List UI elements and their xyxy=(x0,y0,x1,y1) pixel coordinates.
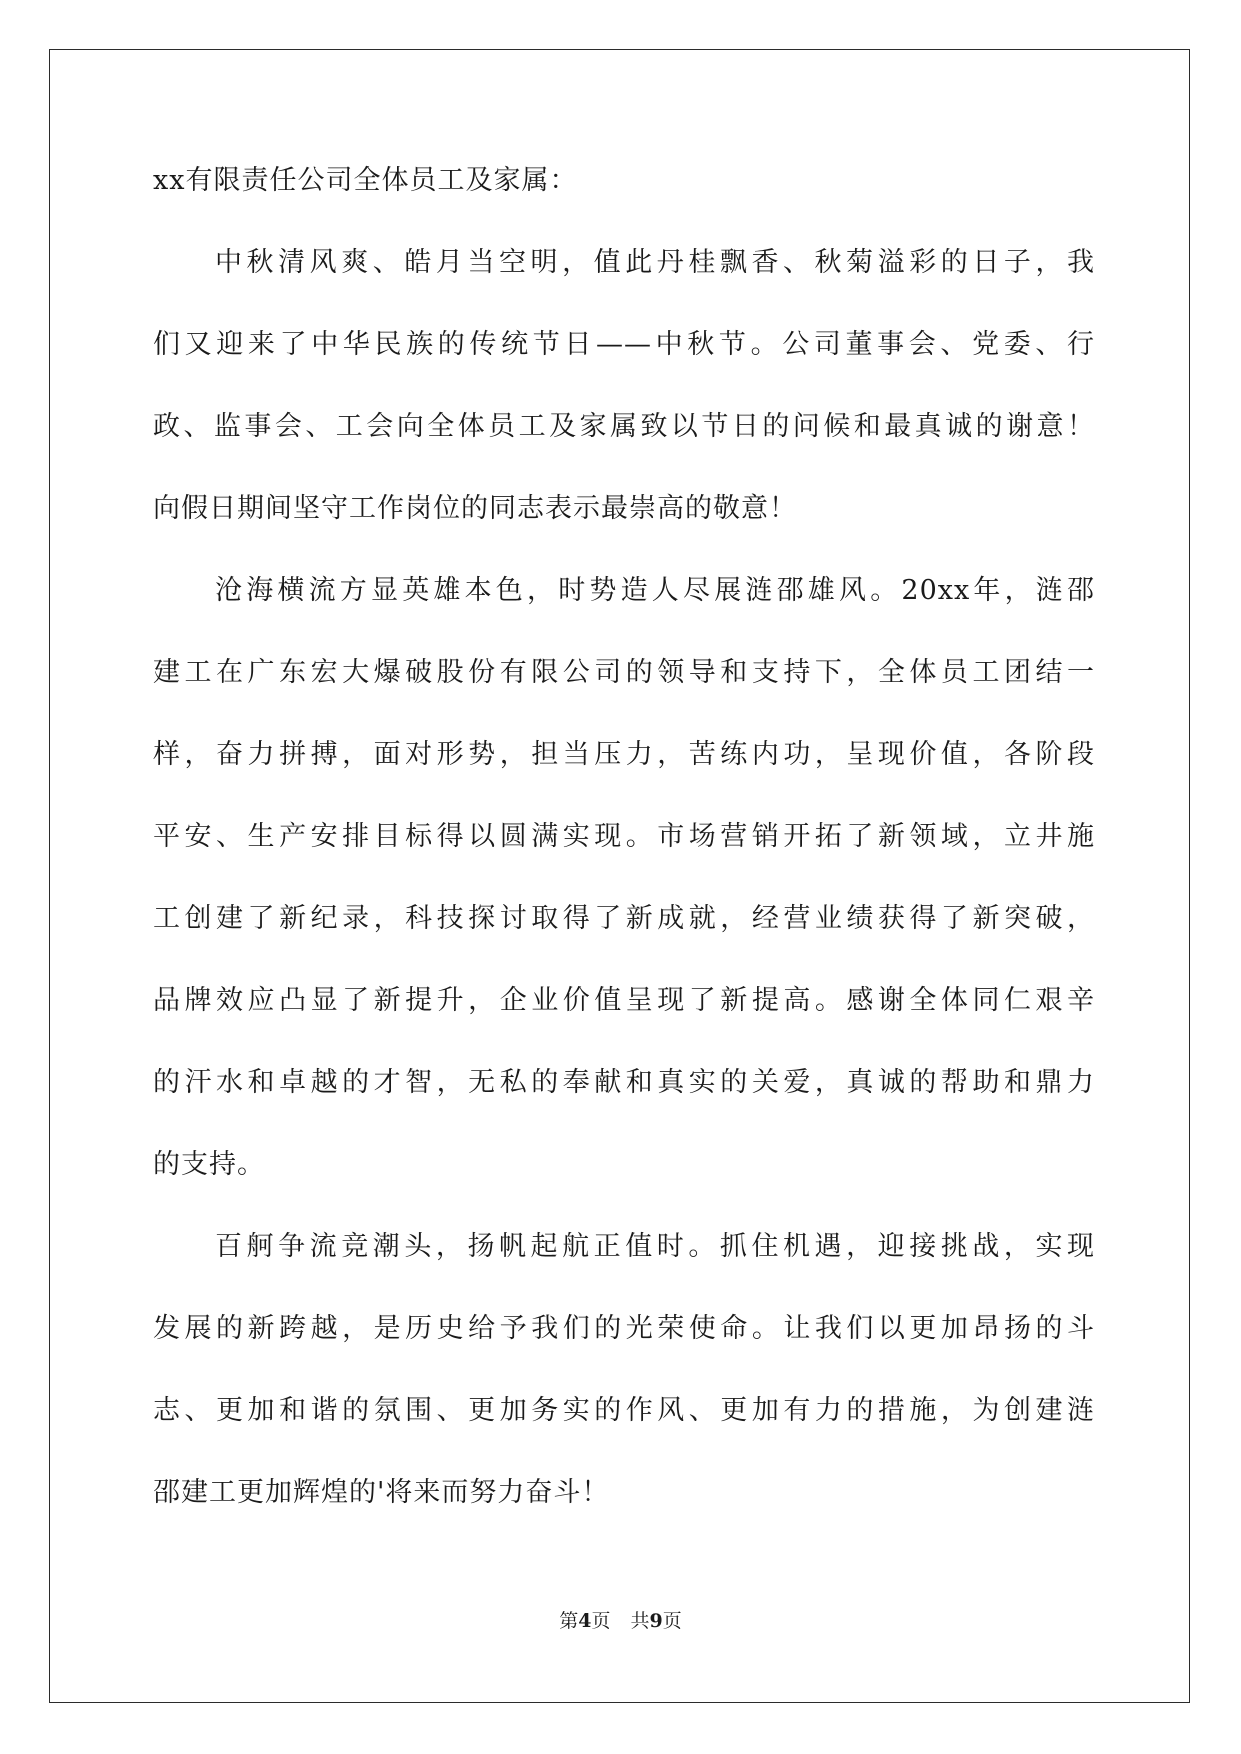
total-pages: 9 xyxy=(649,1610,663,1632)
document-body xyxy=(153,164,1095,1558)
text-line: 的支持。 xyxy=(153,1149,265,1180)
text-line: 工创建了新纪录，科技探讨取得了新成就，经营业绩获得了新突破， xyxy=(153,903,1095,934)
text-line: 品牌效应凸显了新提升，企业价值呈现了新提高。感谢全体同仁艰辛 xyxy=(153,985,1095,1016)
text-line: 政、监事会、工会向全体员工及家属致以节日的问候和最真诚的谢意！ xyxy=(153,411,1095,442)
text-line: 们又迎来了中华民族的传统节日——中秋节。公司董事会、党委、行 xyxy=(153,329,1095,360)
text-line: 百舸争流竞潮头，扬帆起航正值时。抓住机遇，迎接挑战，实现 xyxy=(215,1231,1095,1262)
text-line: 向假日期间坚守工作岗位的同志表示最崇高的敬意！ xyxy=(153,493,797,524)
page-number: 4 xyxy=(578,1610,592,1632)
text-line: 沧海横流方显英雄本色，时势造人尽展涟邵雄风。20xx年，涟邵 xyxy=(215,575,1095,606)
page-prefix: 第 xyxy=(559,1610,579,1632)
text-line: 建工在广东宏大爆破股份有限公司的领导和支持下，全体员工团结一 xyxy=(153,657,1095,688)
text-line: 的汗水和卓越的才智，无私的奉献和真实的关爱，真诚的帮助和鼎力 xyxy=(153,1067,1095,1098)
text-line: 发展的新跨越，是历史给予我们的光荣使命。让我们以更加昂扬的斗 xyxy=(153,1313,1095,1344)
page-suffix: 页 xyxy=(591,1610,611,1632)
text-line: 中秋清风爽、皓月当空明，值此丹桂飘香、秋菊溢彩的日子，我 xyxy=(215,247,1095,278)
text-line: 邵建工更加辉煌的'将来而努力奋斗！ xyxy=(153,1477,610,1508)
total-suffix: 页 xyxy=(662,1610,682,1632)
page-footer xyxy=(0,1609,1241,1633)
text-line: 平安、生产安排目标得以圆满实现。市场营销开拓了新领域，立井施 xyxy=(153,821,1095,852)
text-line: 志、更加和谐的氛围、更加务实的作风、更加有力的措施，为创建涟 xyxy=(153,1395,1095,1426)
text-line: 样，奋力拼搏，面对形势，担当压力，苦练内功，呈现价值，各阶段 xyxy=(153,739,1095,770)
text-line: xx有限责任公司全体员工及家属： xyxy=(153,165,578,196)
total-prefix: 共 xyxy=(630,1610,650,1632)
